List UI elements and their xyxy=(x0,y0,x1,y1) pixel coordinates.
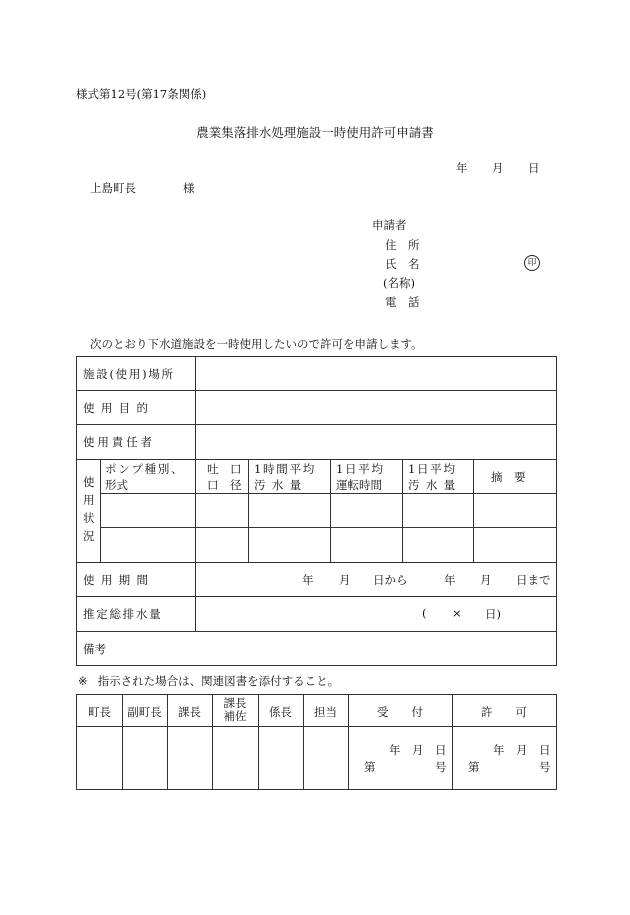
period-start-month: 月 xyxy=(339,573,351,587)
receipt-number-suffix: 号 xyxy=(435,760,447,774)
permit-number-prefix: 第 xyxy=(468,760,480,774)
stamp-header-deputy: 副町長 xyxy=(127,705,162,719)
pump-type-header: ポンプ種別、 xyxy=(105,462,185,476)
manager-label: 使用責任者 xyxy=(83,435,155,449)
daily-avg-header-2: 1日平均 xyxy=(408,462,457,476)
attachment-note xyxy=(78,673,339,689)
date-year: 年 xyxy=(456,161,468,175)
hourly-sewage-header: 汚水量 xyxy=(254,478,308,492)
status-label-4: 況 xyxy=(83,529,95,543)
document-title: 農業集落排水処理施設一時使用許可申請書 xyxy=(196,125,434,140)
applicant-heading: 申請者 xyxy=(372,218,407,232)
outlet-header: 吐 口 xyxy=(207,462,242,476)
total-open-paren: ( xyxy=(422,606,427,620)
stamp-header-section: 係長 xyxy=(269,705,292,719)
pump-form-header: 形式 xyxy=(105,478,128,492)
notes-label: 備考 xyxy=(83,642,106,656)
intro-text: 次のとおり下水道施設を一時使用したいので許可を申請します。 xyxy=(90,337,423,351)
applicant-phone-label: 電 話 xyxy=(385,295,420,309)
applicant-corp-label: (名称) xyxy=(383,276,415,290)
total-days: 日) xyxy=(485,607,501,621)
location-label: 施設(使用)場所 xyxy=(83,367,175,381)
stamp-header-assistant: 課長 補佐 xyxy=(223,696,247,723)
period-end-day: 日まで xyxy=(516,573,551,587)
total-times: × xyxy=(452,606,462,620)
daily-avg-header: 1日平均 xyxy=(336,462,385,476)
stamp-header-chief: 課長 xyxy=(178,705,201,719)
receipt-date: 年 月 日 xyxy=(389,743,447,757)
period-end-month: 月 xyxy=(480,573,492,587)
recipient-name: 上島町長 xyxy=(90,181,136,195)
form-number: 様式第12号(第17条関係) xyxy=(76,87,207,101)
date-month: 月 xyxy=(492,161,504,175)
receipt-number-prefix: 第 xyxy=(364,760,376,774)
application-table xyxy=(76,356,557,666)
date-day: 日 xyxy=(528,161,540,175)
status-label-2: 用 xyxy=(83,493,95,507)
recipient xyxy=(90,180,195,196)
total-label: 推定総排水量 xyxy=(83,607,163,621)
status-label-1: 使 xyxy=(83,475,95,489)
applicant-name-label: 氏 名 xyxy=(385,257,420,271)
daily-sewage-header: 汚水量 xyxy=(408,478,462,492)
stamp-header-mayor: 町長 xyxy=(88,705,111,719)
period-label: 使用期間 xyxy=(83,573,155,587)
purpose-label: 使用目的 xyxy=(83,401,155,415)
status-label-3: 状 xyxy=(83,511,95,525)
receipt-header: 受 付 xyxy=(377,705,423,719)
seal-mark: 印 xyxy=(524,255,540,271)
permit-header: 許 可 xyxy=(481,705,527,719)
period-end-year: 年 xyxy=(444,573,456,587)
hourly-avg-header: 1時間平均 xyxy=(254,462,316,476)
remarks-header: 摘 要 xyxy=(491,470,526,484)
note-mark: ※ xyxy=(78,674,88,688)
stamp-header-staff: 担当 xyxy=(314,705,337,719)
applicant-address-label: 住 所 xyxy=(385,238,420,252)
approval-table xyxy=(76,694,557,790)
permit-number-suffix: 号 xyxy=(539,760,551,774)
period-start-day: 日から xyxy=(373,573,408,587)
permit-date: 年 月 日 xyxy=(493,743,551,757)
outlet-diameter-header: 口 径 xyxy=(207,478,242,492)
note-text: 指示された場合は、関連図書を添付すること。 xyxy=(97,674,340,688)
daily-hours-header: 運転時間 xyxy=(336,478,382,492)
period-start-year: 年 xyxy=(302,573,314,587)
recipient-honorific: 様 xyxy=(183,181,195,195)
